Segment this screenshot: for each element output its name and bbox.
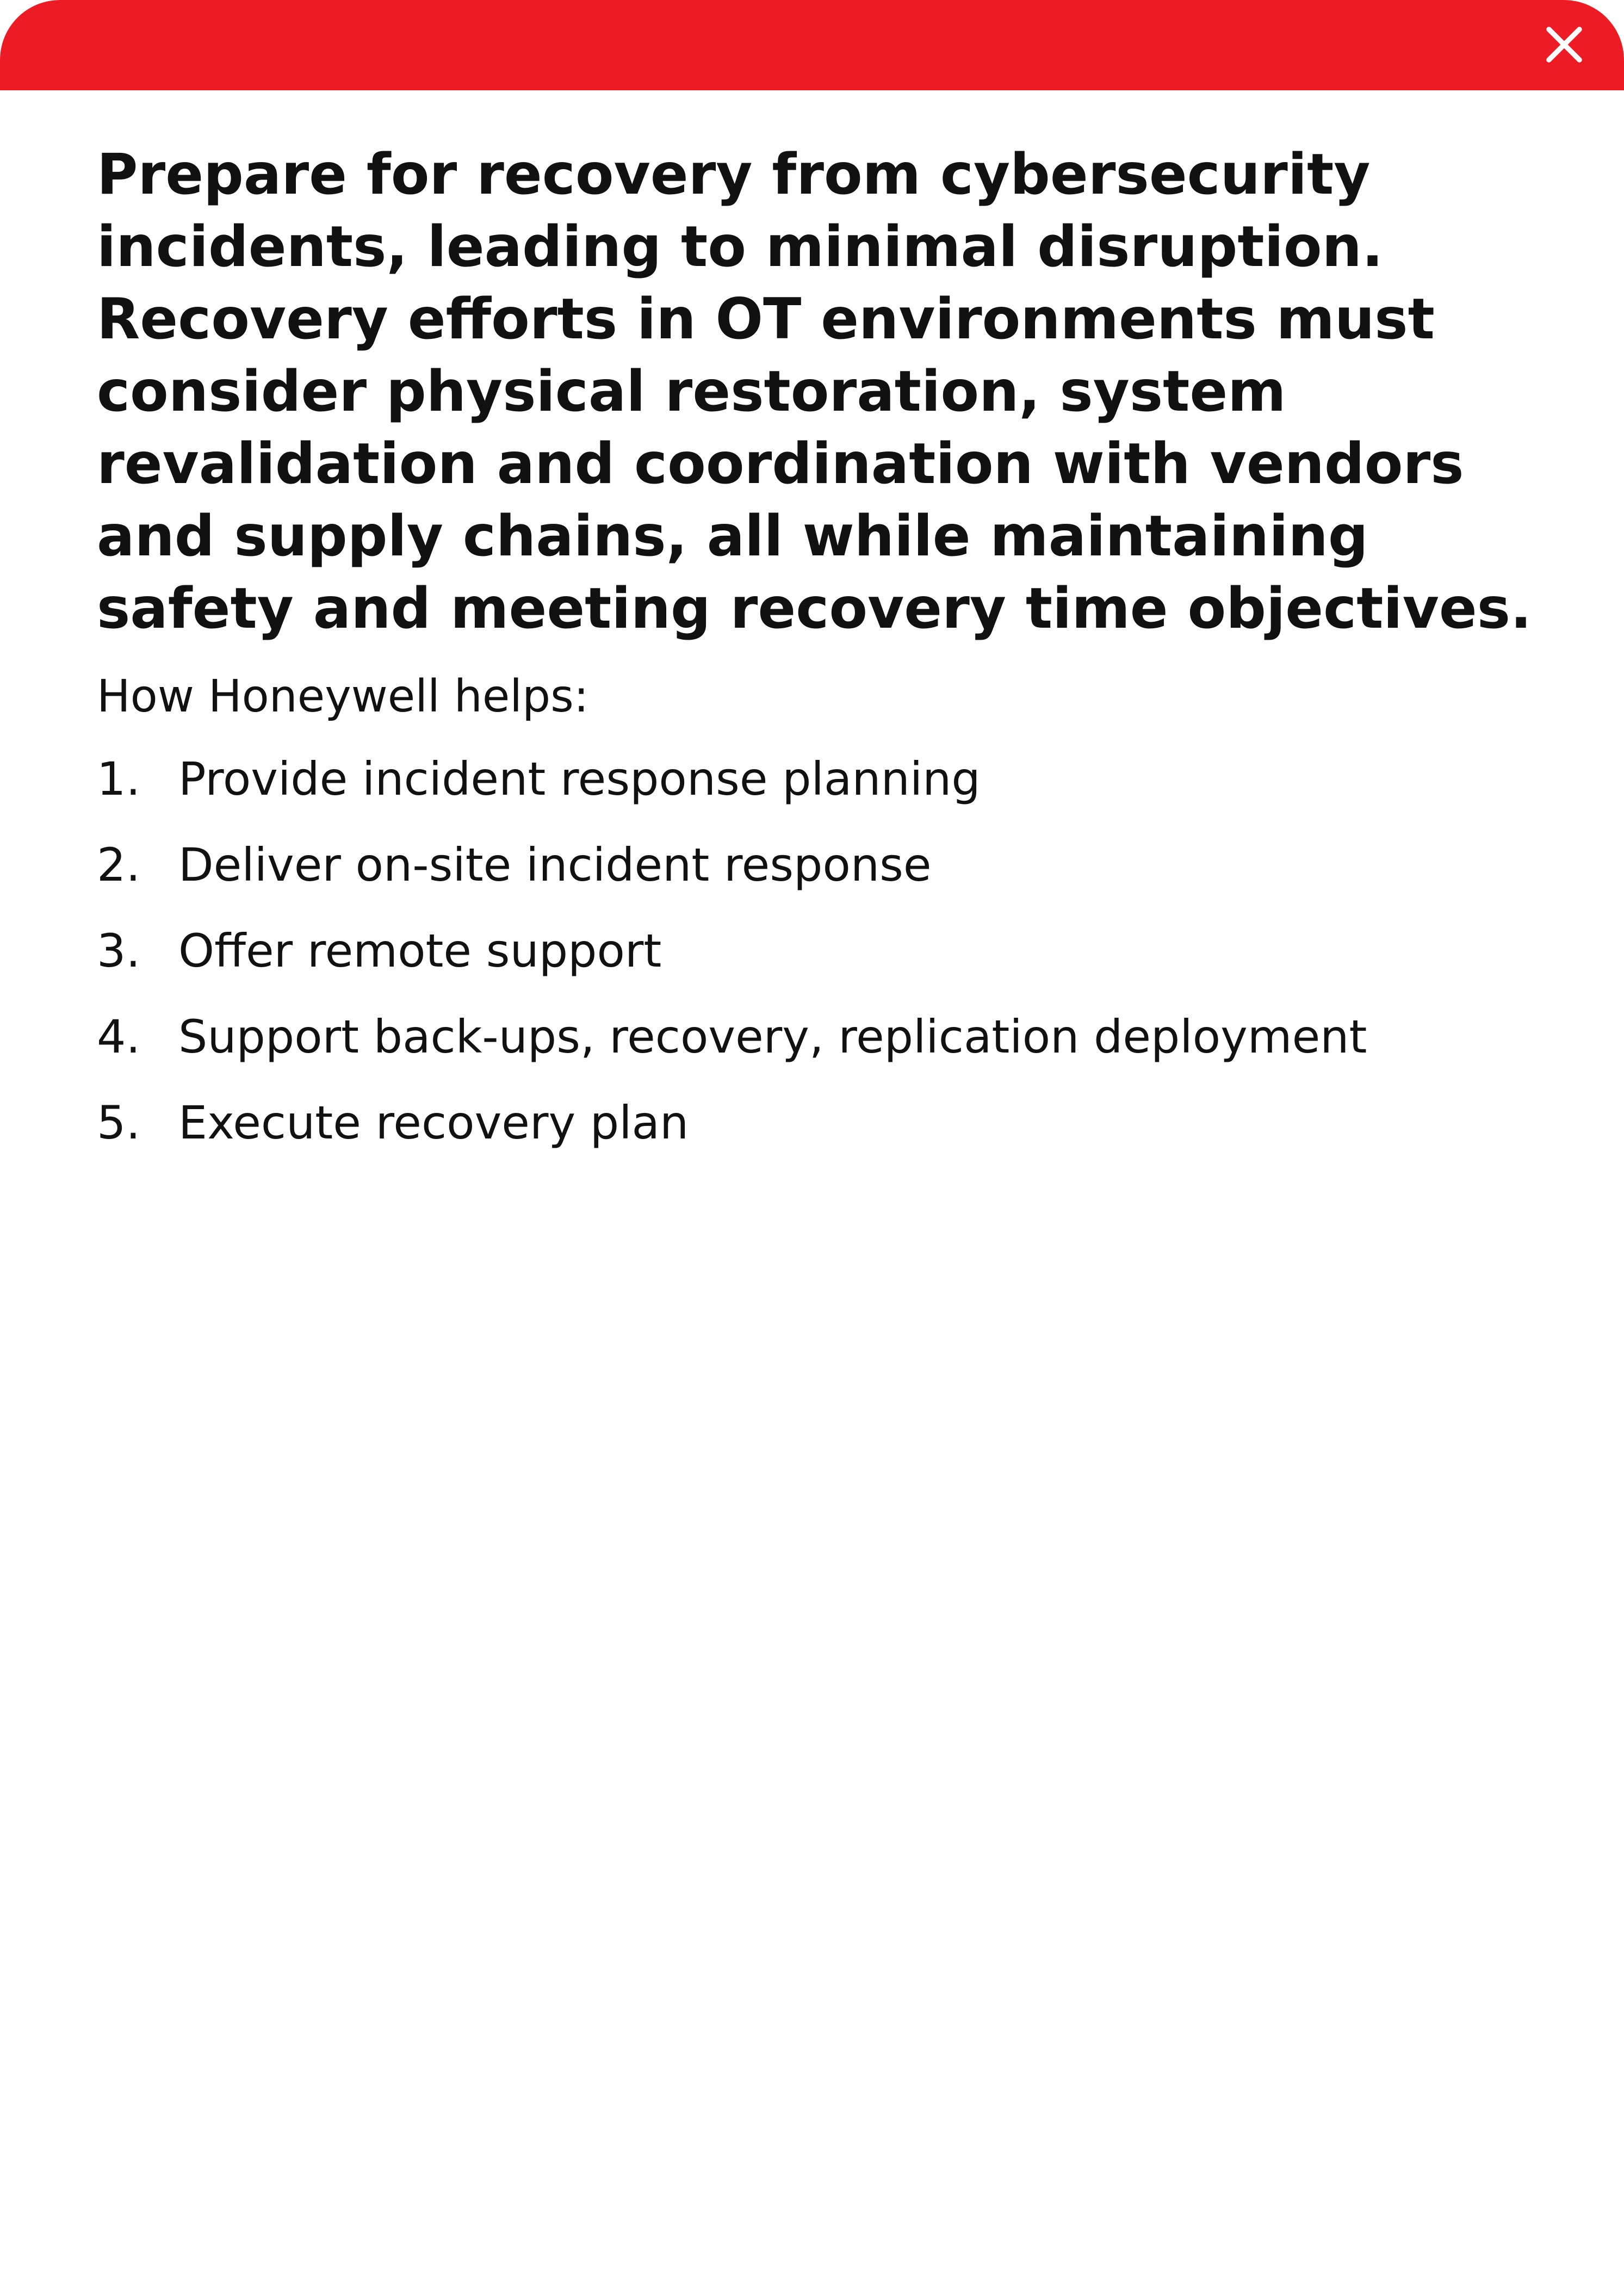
list-item-text: Deliver on-site incident response <box>178 838 932 892</box>
how-honeywell-helps-heading: How Honeywell helps: <box>97 671 589 722</box>
help-list <box>97 750 1565 1152</box>
list-item-number: 1. <box>97 752 141 806</box>
list-item <box>97 921 1565 980</box>
list-item <box>97 1093 1565 1152</box>
list-item-number: 5. <box>97 1096 141 1149</box>
list-item-text: Support back-ups, recovery, replication deployment <box>178 1010 1367 1063</box>
list-item-number: 4. <box>97 1010 141 1063</box>
list-item-text: Offer remote support <box>178 924 662 977</box>
list-item-text: Provide incident response planning <box>178 752 981 806</box>
list-item-number: 3. <box>97 924 141 977</box>
card-content <box>97 139 1565 1179</box>
list-item <box>97 750 1565 808</box>
list-item-text: Execute recovery plan <box>178 1096 689 1149</box>
list-item <box>97 836 1565 894</box>
lead-paragraph: Prepare for recovery from cybersecurity incidents, leading to minimal disruption. Recovery efforts in OT environments must consider physical restoration, system revalidation and coordination with vendors and supply chains, all while maintaining safety and meeting recovery time objectives. <box>97 142 1532 641</box>
list-item-number: 2. <box>97 838 141 892</box>
header-bar <box>0 0 1624 90</box>
close-icon <box>1543 23 1585 66</box>
list-item <box>97 1007 1565 1066</box>
close-button[interactable] <box>1533 13 1596 76</box>
